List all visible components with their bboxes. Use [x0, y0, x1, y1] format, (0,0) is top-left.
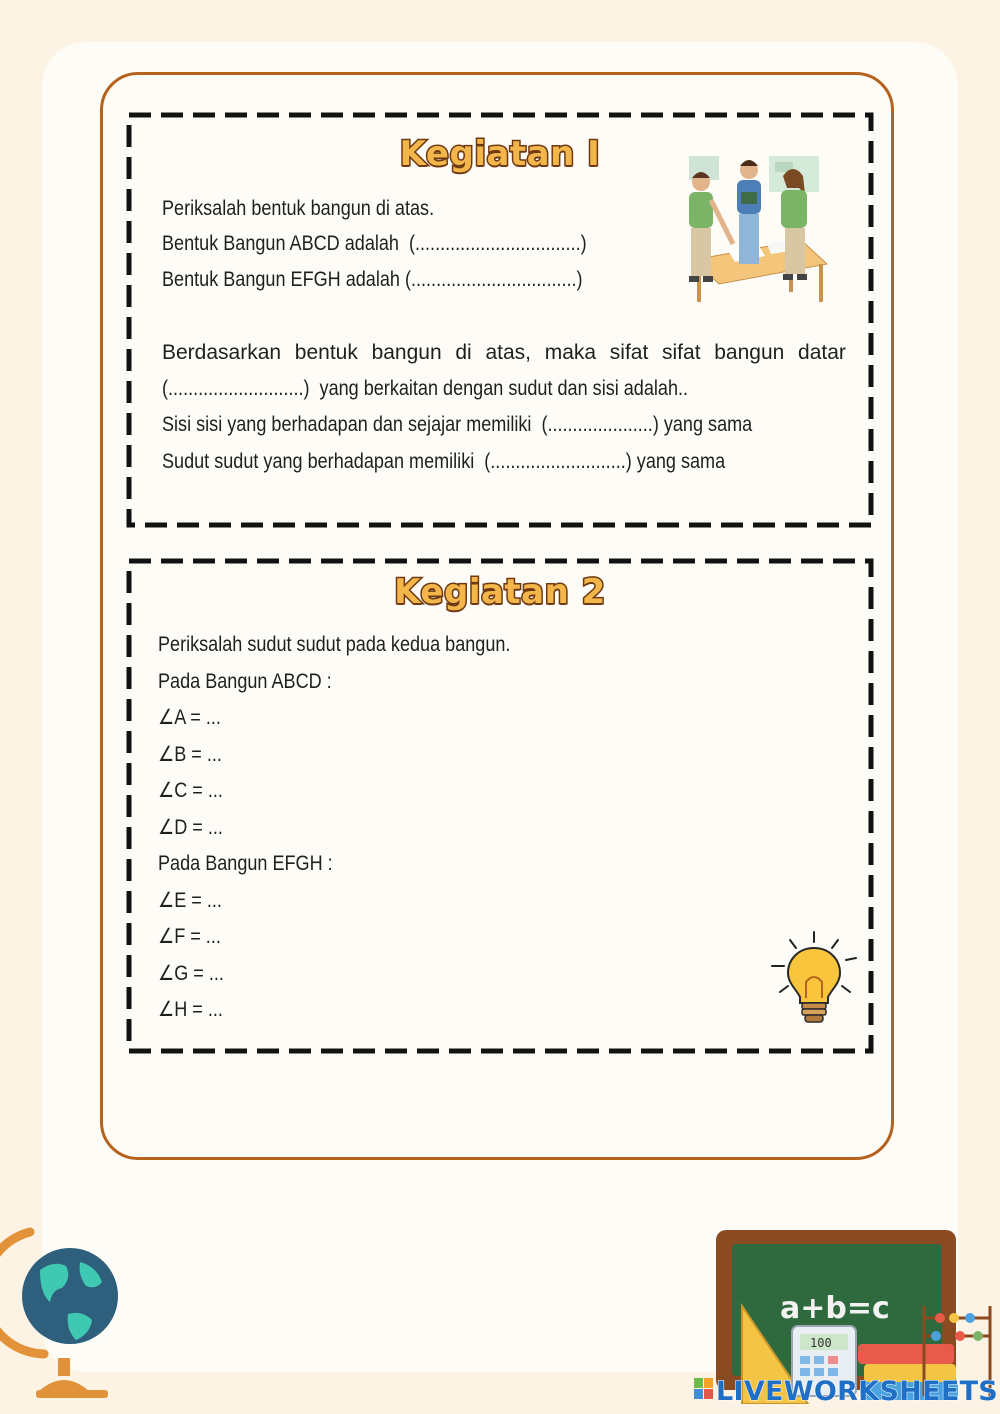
kegiatan-1-title: Kegiatan I	[399, 134, 601, 174]
angle-d-item: ∠D = ...	[158, 816, 223, 839]
k1-paragraph-line-2: (...........................) yang berkaitan dengan sudut dan sisi adalah..	[162, 377, 689, 400]
word: maka	[544, 341, 597, 364]
word: bentuk	[294, 341, 358, 364]
k1-paragraph-line-4: Sudut sudut yang berhadapan memiliki (...........................) yang sama	[162, 450, 726, 473]
word: sifat	[662, 341, 701, 364]
angle-c-item: ∠C = ...	[158, 779, 223, 802]
angle-h-item: ∠H = ...	[158, 998, 223, 1021]
liveworksheets-logo-icon	[694, 1378, 714, 1400]
k1-line-efgh: Bentuk Bangun EFGH adalah (.................................)	[162, 268, 583, 291]
calculator-display: 100	[810, 1336, 832, 1350]
k2-efgh-heading: Pada Bangun EFGH :	[158, 852, 333, 875]
word: Berdasarkan	[162, 341, 282, 364]
k1-line-1: Periksalah bentuk bangun di atas.	[162, 197, 435, 220]
angle-e-item: ∠E = ...	[158, 889, 222, 912]
kegiatan-1-box	[126, 112, 874, 528]
k1-paragraph-line-1	[162, 341, 846, 365]
lightbulb-icon	[768, 928, 860, 1032]
students-illustration	[671, 152, 831, 312]
globe-icon	[0, 1226, 124, 1402]
angle-b-item: ∠B = ...	[158, 743, 222, 766]
k2-intro: Periksalah sudut sudut pada kedua bangun.	[158, 633, 511, 656]
chalkboard-formula: a+b=c	[780, 1291, 890, 1326]
angle-g-item: ∠G = ...	[158, 962, 224, 985]
word: atas,	[485, 341, 531, 364]
kegiatan-2-title: Kegiatan 2	[394, 572, 606, 612]
angle-a-item: ∠A = ...	[158, 706, 221, 729]
angle-f-item: ∠F = ...	[158, 925, 221, 948]
word: di	[455, 341, 472, 364]
watermark-text: LIVEWORKSHEETS	[716, 1376, 999, 1407]
word: datar	[798, 341, 846, 364]
k1-line-abcd: Bentuk Bangun ABCD adalah (.................................)	[162, 232, 587, 255]
kegiatan-2-box	[126, 558, 874, 1054]
k1-paragraph-line-3: Sisi sisi yang berhadapan dan sejajar memiliki (.....................) yang sama	[162, 413, 753, 436]
word: bangun	[371, 341, 442, 364]
word: bangun	[714, 341, 785, 364]
k2-abcd-heading: Pada Bangun ABCD :	[158, 670, 332, 693]
word: sifat	[609, 341, 649, 364]
